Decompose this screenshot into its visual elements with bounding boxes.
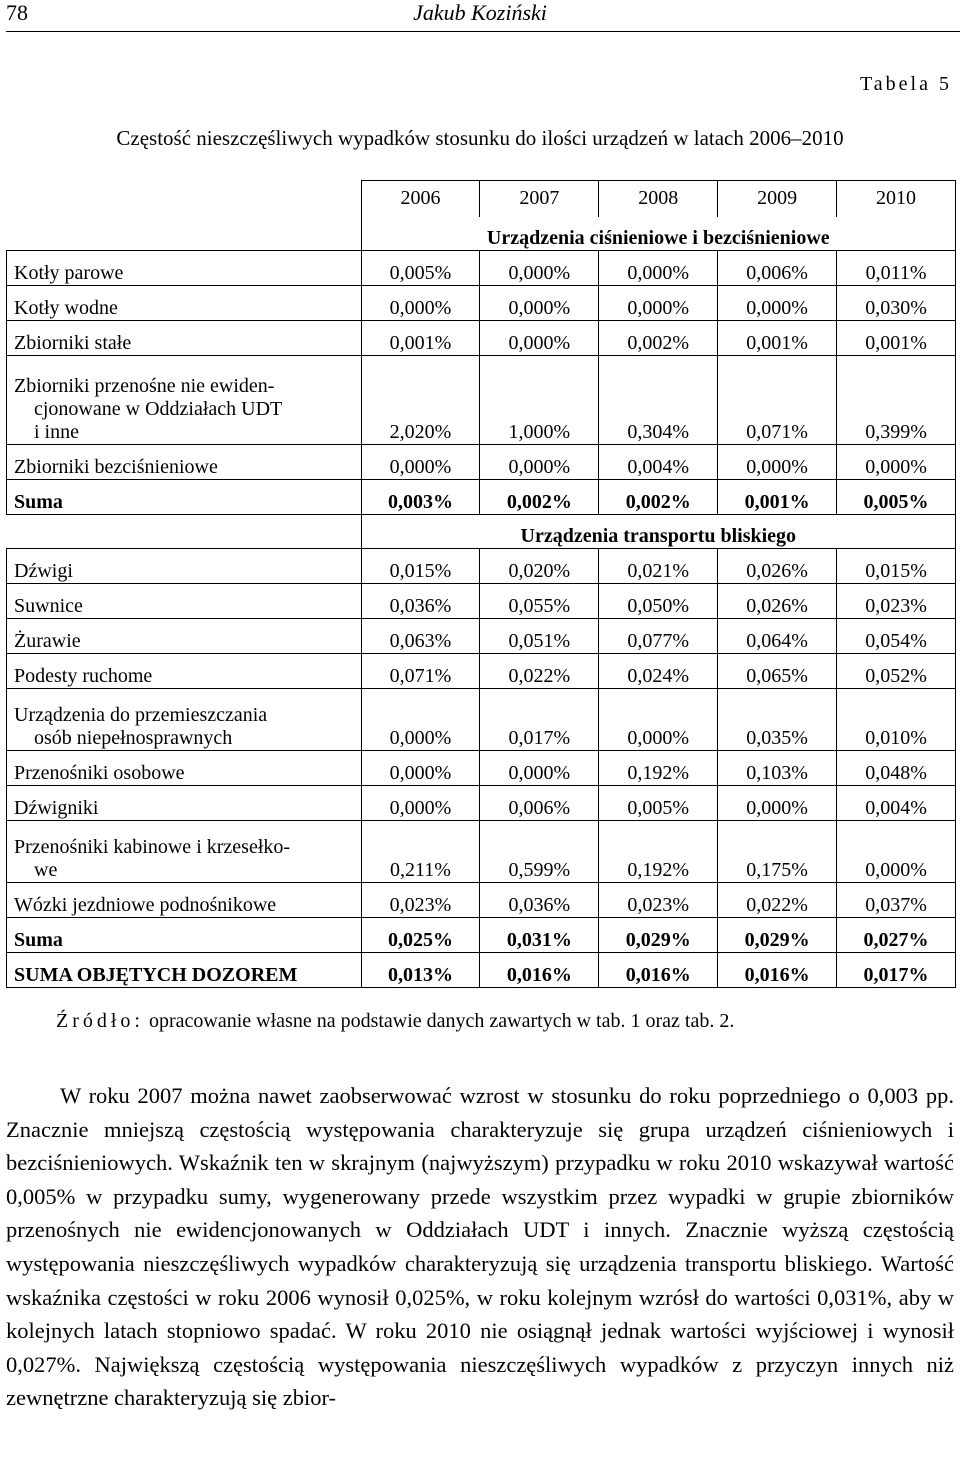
- value-cell-2008: 0,077%: [599, 619, 718, 654]
- value-cell-2006: 0,023%: [361, 883, 480, 918]
- value-cell-2009: 0,006%: [718, 251, 837, 286]
- value-cell-2010: 0,004%: [837, 786, 956, 821]
- table-caption: Częstość nieszczęśliwych wypadków stosunku do ilości urządzeń w latach 2006–2010: [116, 126, 844, 150]
- value-cell-2009: 0,026%: [718, 584, 837, 619]
- row-label: [7, 821, 362, 883]
- value-cell-2006: 0,003%: [361, 480, 480, 515]
- value-cell-2009: 0,064%: [718, 619, 837, 654]
- value-cell-2009: 0,000%: [718, 286, 837, 321]
- header-rule: [6, 31, 960, 32]
- value-cell-2008: 0,304%: [599, 356, 718, 445]
- value-cell-2010: 0,000%: [837, 821, 956, 883]
- row-label-line: i inne: [34, 421, 79, 443]
- value-cell-2007: 0,000%: [480, 286, 599, 321]
- section-blank-cell: [7, 217, 362, 251]
- value-cell-2006: 2,020%: [361, 356, 480, 445]
- table-row: [7, 286, 956, 321]
- value-cell-2006: 0,036%: [361, 584, 480, 619]
- page-header: [0, 0, 960, 32]
- value-cell-2010: 0,023%: [837, 584, 956, 619]
- value-cell-2007: 0,000%: [480, 251, 599, 286]
- value-cell-2007: 0,036%: [480, 883, 599, 918]
- value-cell-2010: 0,030%: [837, 286, 956, 321]
- row-label: Dźwigi: [7, 549, 362, 584]
- value-cell-2007: 1,000%: [480, 356, 599, 445]
- row-label: Dźwigniki: [7, 786, 362, 821]
- value-cell-2008: 0,002%: [599, 321, 718, 356]
- value-cell-2009: 0,065%: [718, 654, 837, 689]
- row-label: Podesty ruchome: [7, 654, 362, 689]
- value-cell-2009: 0,000%: [718, 786, 837, 821]
- row-label-line: Przenośniki kabinowe i krzesełko-: [14, 836, 291, 858]
- value-cell-2006: 0,013%: [361, 953, 480, 988]
- value-cell-2010: 0,052%: [837, 654, 956, 689]
- year-header-2010: 2010: [837, 181, 956, 217]
- year-header-2009: 2009: [718, 181, 837, 217]
- value-cell-2008: 0,024%: [599, 654, 718, 689]
- value-cell-2007: 0,000%: [480, 751, 599, 786]
- value-cell-2007: 0,000%: [480, 445, 599, 480]
- value-cell-2007: 0,022%: [480, 654, 599, 689]
- value-cell-2009: 0,035%: [718, 689, 837, 751]
- value-cell-2008: 0,192%: [599, 821, 718, 883]
- row-label: [7, 356, 362, 445]
- value-cell-2010: 0,005%: [837, 480, 956, 515]
- value-cell-2008: 0,002%: [599, 480, 718, 515]
- value-cell-2008: 0,029%: [599, 918, 718, 953]
- row-label: Zbiorniki stałe: [7, 321, 362, 356]
- total-row: [7, 953, 956, 988]
- source-text: opracowanie własne na podstawie danych zawartych w tab. 1 oraz tab. 2.: [144, 1010, 735, 1032]
- value-cell-2007: 0,000%: [480, 321, 599, 356]
- value-cell-2009: 0,103%: [718, 751, 837, 786]
- value-cell-2009: 0,071%: [718, 356, 837, 445]
- value-cell-2008: 0,004%: [599, 445, 718, 480]
- row-label-line: we: [34, 859, 58, 881]
- sum-row: [7, 918, 956, 953]
- value-cell-2006: 0,025%: [361, 918, 480, 953]
- row-label: [7, 689, 362, 751]
- row-label: Żurawie: [7, 619, 362, 654]
- row-label: Wózki jezdniowe podnośnikowe: [7, 883, 362, 918]
- running-head-author: Jakub Koziński: [413, 0, 547, 25]
- table-row: [7, 584, 956, 619]
- value-cell-2010: 0,015%: [837, 549, 956, 584]
- value-cell-2010: 0,011%: [837, 251, 956, 286]
- value-cell-2009: 0,000%: [718, 445, 837, 480]
- table-row: [7, 356, 956, 445]
- body-paragraph: W roku 2007 można nawet zaobserwować wzrost w stosunku do roku poprzedniego o 0,003 pp. Znacznie mniejszą częstością występowania charakteryzuje się grupa urządzeń ciśnieniowych i bezciśnieniowych. Wskaźnik ten w skrajnym (najwyższym) przypadku w roku 2010 wskazywał wartość 0,005% w przypadku sumy, wygenerowany przede wszystkim przez wypadki w grupie zbiorników przenośnych nie ewidencjonowanych w Oddziałach UDT i innych. Znacznie wyższą częstością występowania nieszczęśliwych wypadków charakteryzują się urządzenia transportu bliskiego. Wartość wskaźnika częstości w roku 2006 wynosił 0,025%, w roku kolejnym wzrósł do wartości 0,031%, aby w kolejnych latach stopniowo spadać. W roku 2010 nie osiągnął jednak wartości wyjściowej i wynosił 0,027%. Największą częstością występowania nieszczęśliwych wypadków z przyczyn innych niż zewnętrzne charakteryzują się zbior-: [6, 1083, 954, 1411]
- year-header-2006: 2006: [361, 181, 480, 217]
- row-label-line: osób niepełnosprawnych: [34, 727, 233, 749]
- value-cell-2007: 0,006%: [480, 786, 599, 821]
- section-header-row: [7, 217, 956, 251]
- value-cell-2006: 0,015%: [361, 549, 480, 584]
- sum-row: [7, 480, 956, 515]
- value-cell-2007: 0,051%: [480, 619, 599, 654]
- value-cell-2008: 0,000%: [599, 286, 718, 321]
- value-cell-2007: 0,017%: [480, 689, 599, 751]
- value-cell-2006: 0,071%: [361, 654, 480, 689]
- section-title: Urządzenia transportu bliskiego: [361, 515, 955, 549]
- value-cell-2008: 0,192%: [599, 751, 718, 786]
- year-header-2008: 2008: [599, 181, 718, 217]
- section-header-row: [7, 515, 956, 549]
- year-header-row: [7, 181, 956, 217]
- table-row: [7, 689, 956, 751]
- table-row: [7, 654, 956, 689]
- value-cell-2007: 0,016%: [480, 953, 599, 988]
- section-blank-cell: [7, 515, 362, 549]
- value-cell-2006: 0,000%: [361, 445, 480, 480]
- value-cell-2010: 0,010%: [837, 689, 956, 751]
- value-cell-2010: 0,048%: [837, 751, 956, 786]
- table-label: Tabela 5: [859, 73, 952, 95]
- table-row: [7, 445, 956, 480]
- value-cell-2006: 0,211%: [361, 821, 480, 883]
- row-label: SUMA OBJĘTYCH DOZOREM: [7, 953, 362, 988]
- table-row: [7, 321, 956, 356]
- value-cell-2007: 0,599%: [480, 821, 599, 883]
- value-cell-2007: 0,055%: [480, 584, 599, 619]
- value-cell-2007: 0,031%: [480, 918, 599, 953]
- value-cell-2008: 0,000%: [599, 251, 718, 286]
- value-cell-2010: 0,054%: [837, 619, 956, 654]
- value-cell-2006: 0,063%: [361, 619, 480, 654]
- value-cell-2010: 0,001%: [837, 321, 956, 356]
- value-cell-2008: 0,005%: [599, 786, 718, 821]
- table-row: [7, 751, 956, 786]
- year-header-2007: 2007: [480, 181, 599, 217]
- table-row: [7, 619, 956, 654]
- value-cell-2006: 0,000%: [361, 751, 480, 786]
- value-cell-2009: 0,175%: [718, 821, 837, 883]
- value-cell-2010: 0,399%: [837, 356, 956, 445]
- row-label-line: Zbiorniki przenośne nie ewiden-: [14, 375, 275, 397]
- value-cell-2009: 0,022%: [718, 883, 837, 918]
- table-row: [7, 786, 956, 821]
- value-cell-2009: 0,026%: [718, 549, 837, 584]
- row-label: Przenośniki osobowe: [7, 751, 362, 786]
- data-table: [6, 180, 956, 988]
- value-cell-2006: 0,000%: [361, 286, 480, 321]
- table-row: [7, 549, 956, 584]
- value-cell-2008: 0,023%: [599, 883, 718, 918]
- row-label: Kotły wodne: [7, 286, 362, 321]
- value-cell-2009: 0,001%: [718, 480, 837, 515]
- section-title: Urządzenia ciśnieniowe i bezciśnieniowe: [361, 217, 955, 251]
- table-row: [7, 251, 956, 286]
- source-note: [56, 1010, 734, 1033]
- value-cell-2006: 0,000%: [361, 689, 480, 751]
- value-cell-2010: 0,027%: [837, 918, 956, 953]
- value-cell-2007: 0,020%: [480, 549, 599, 584]
- table-row: [7, 821, 956, 883]
- value-cell-2006: 0,005%: [361, 251, 480, 286]
- table-row: [7, 883, 956, 918]
- value-cell-2009: 0,029%: [718, 918, 837, 953]
- page-number: 78: [6, 0, 28, 25]
- value-cell-2010: 0,017%: [837, 953, 956, 988]
- value-cell-2010: 0,000%: [837, 445, 956, 480]
- source-prefix: Źródło:: [56, 1010, 144, 1032]
- value-cell-2006: 0,001%: [361, 321, 480, 356]
- value-cell-2007: 0,002%: [480, 480, 599, 515]
- row-label: Suma: [7, 480, 362, 515]
- value-cell-2009: 0,016%: [718, 953, 837, 988]
- value-cell-2006: 0,000%: [361, 786, 480, 821]
- header-blank-cell: [7, 181, 362, 217]
- value-cell-2008: 0,000%: [599, 689, 718, 751]
- value-cell-2008: 0,016%: [599, 953, 718, 988]
- value-cell-2008: 0,050%: [599, 584, 718, 619]
- row-label: Zbiorniki bezciśnieniowe: [7, 445, 362, 480]
- row-label: Suwnice: [7, 584, 362, 619]
- row-label-line: cjonowane w Oddziałach UDT: [34, 398, 283, 420]
- value-cell-2010: 0,037%: [837, 883, 956, 918]
- row-label-line: Urządzenia do przemieszczania: [14, 704, 268, 726]
- row-label: Kotły parowe: [7, 251, 362, 286]
- value-cell-2008: 0,021%: [599, 549, 718, 584]
- value-cell-2009: 0,001%: [718, 321, 837, 356]
- row-label: Suma: [7, 918, 362, 953]
